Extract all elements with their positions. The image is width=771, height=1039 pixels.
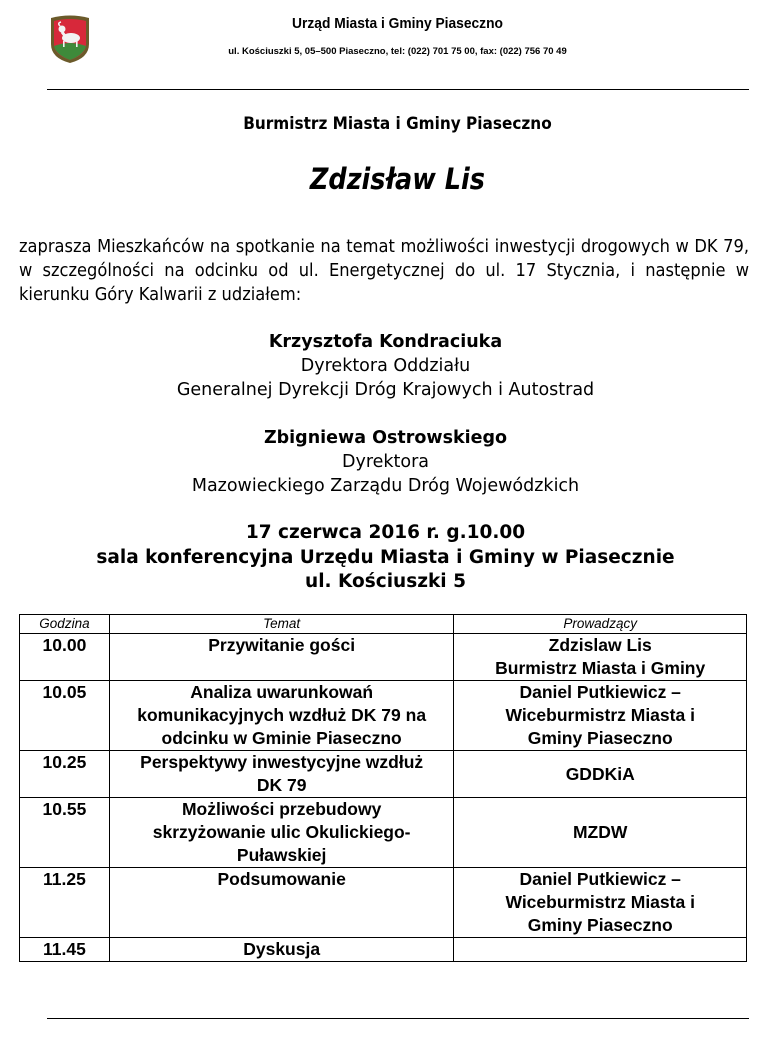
agenda-time: 10.05 xyxy=(20,681,110,751)
header-divider xyxy=(47,89,749,90)
agenda-host-line: Burmistrz Miasta i Gminy xyxy=(495,658,706,678)
agenda-time: 10.55 xyxy=(20,798,110,868)
agenda-host-line: Daniel Putkiewicz – xyxy=(519,869,681,889)
agenda-host-line: Zdzislaw Lis xyxy=(548,635,652,655)
agenda-row xyxy=(20,681,747,751)
guest-name: Krzysztofa Kondraciuka xyxy=(268,332,503,352)
agenda-time: 11.45 xyxy=(20,938,110,962)
agenda-topic-line: Podsumowanie xyxy=(217,869,346,889)
agenda-host-line: Gminy Piaseczno xyxy=(527,728,673,748)
invitation-heading: Burmistrz Miasta i Gminy Piaseczno xyxy=(243,114,552,134)
agenda-row xyxy=(20,634,747,681)
guest-block xyxy=(0,330,771,402)
agenda-topic-line: skrzyżowanie ulic Okulickiego- xyxy=(152,822,411,842)
organization-name: Urząd Miasta i Gminy Piaseczno xyxy=(292,15,503,32)
agenda-time: 11.25 xyxy=(20,868,110,938)
organization-address: ul. Kościuszki 5, 05–500 Piaseczno, tel: (022) 701 75 00, fax: (022) 756 70 49 xyxy=(228,46,567,57)
agenda-topic-line: komunikacyjnych wzdłuż DK 79 na xyxy=(137,705,427,725)
agenda-host-line: MZDW xyxy=(572,822,628,842)
agenda-topic-line: DK 79 xyxy=(256,775,307,795)
agenda-topic-line: Dyskusja xyxy=(243,939,321,959)
agenda-topic-line: Perspektywy inwestycyjne wzdłuż xyxy=(140,752,424,772)
agenda-host xyxy=(454,751,747,798)
agenda-host-line: Gminy Piaseczno xyxy=(527,915,673,935)
column-header-host: Prowadzący xyxy=(454,615,747,634)
agenda-host-line: Wiceburmistrz Miasta i xyxy=(505,892,695,912)
invitation-text: zaprasza Mieszkańców na spotkanie na temat możliwości inwestycji drogowych w DK 79, w szczególności na odcinku od ul. Energetycznej do ul. 17 Stycznia, i następnie w kierunku Góry Kalwarii z udziałem: xyxy=(19,237,750,305)
agenda-topic-line: Puławskiej xyxy=(236,845,327,865)
guest-organization: Generalnej Dyrekcji Dróg Krajowych i Autostrad xyxy=(176,380,595,400)
agenda-host xyxy=(454,681,747,751)
agenda-host-line: Daniel Putkiewicz – xyxy=(519,682,681,702)
guest-name: Zbigniewa Ostrowskiego xyxy=(263,428,508,448)
agenda-host-line: GDDKiA xyxy=(565,763,635,784)
agenda-row xyxy=(20,868,747,938)
agenda-topic xyxy=(109,798,454,868)
agenda-host xyxy=(454,798,747,868)
agenda-topic xyxy=(109,634,454,681)
agenda-table xyxy=(19,614,747,962)
guest-block xyxy=(0,426,771,498)
agenda-topic xyxy=(109,938,454,962)
agenda-row xyxy=(20,751,747,798)
agenda-header-row xyxy=(20,615,747,634)
agenda-topic xyxy=(109,681,454,751)
coat-of-arms-logo xyxy=(47,14,93,64)
event-details xyxy=(0,521,771,595)
agenda-host xyxy=(454,634,747,681)
agenda-host xyxy=(454,938,747,962)
column-header-time: Godzina xyxy=(20,615,110,634)
agenda-time: 10.25 xyxy=(20,751,110,798)
guest-title: Dyrektora Oddziału xyxy=(300,356,471,376)
event-date: 17 czerwca 2016 r. g.10.00 xyxy=(245,522,526,543)
agenda-host xyxy=(454,868,747,938)
footer-divider xyxy=(47,1018,749,1019)
agenda-time: 10.00 xyxy=(20,634,110,681)
agenda-topic-line: Analiza uwarunkowań xyxy=(190,682,374,702)
agenda-row xyxy=(20,798,747,868)
event-venue: sala konferencyjna Urzędu Miasta i Gminy w Piasecznie xyxy=(96,546,675,568)
guest-organization: Mazowieckiego Zarządu Dróg Wojewódzkich xyxy=(191,476,580,496)
guest-title: Dyrektora xyxy=(341,452,430,472)
event-address: ul. Kościuszki 5 xyxy=(305,571,466,592)
agenda-topic-line: odcinku w Gminie Piaseczno xyxy=(161,728,402,748)
agenda-topic-line: Przywitanie gości xyxy=(208,635,356,655)
agenda-topic-line: Możliwości przebudowy xyxy=(181,799,382,819)
column-header-topic: Temat xyxy=(109,615,454,634)
agenda-topic xyxy=(109,868,454,938)
mayor-name: Zdzisław Lis xyxy=(309,162,485,196)
agenda-topic xyxy=(109,751,454,798)
agenda-row xyxy=(20,938,747,962)
agenda-host-line: Wiceburmistrz Miasta i xyxy=(505,705,695,725)
